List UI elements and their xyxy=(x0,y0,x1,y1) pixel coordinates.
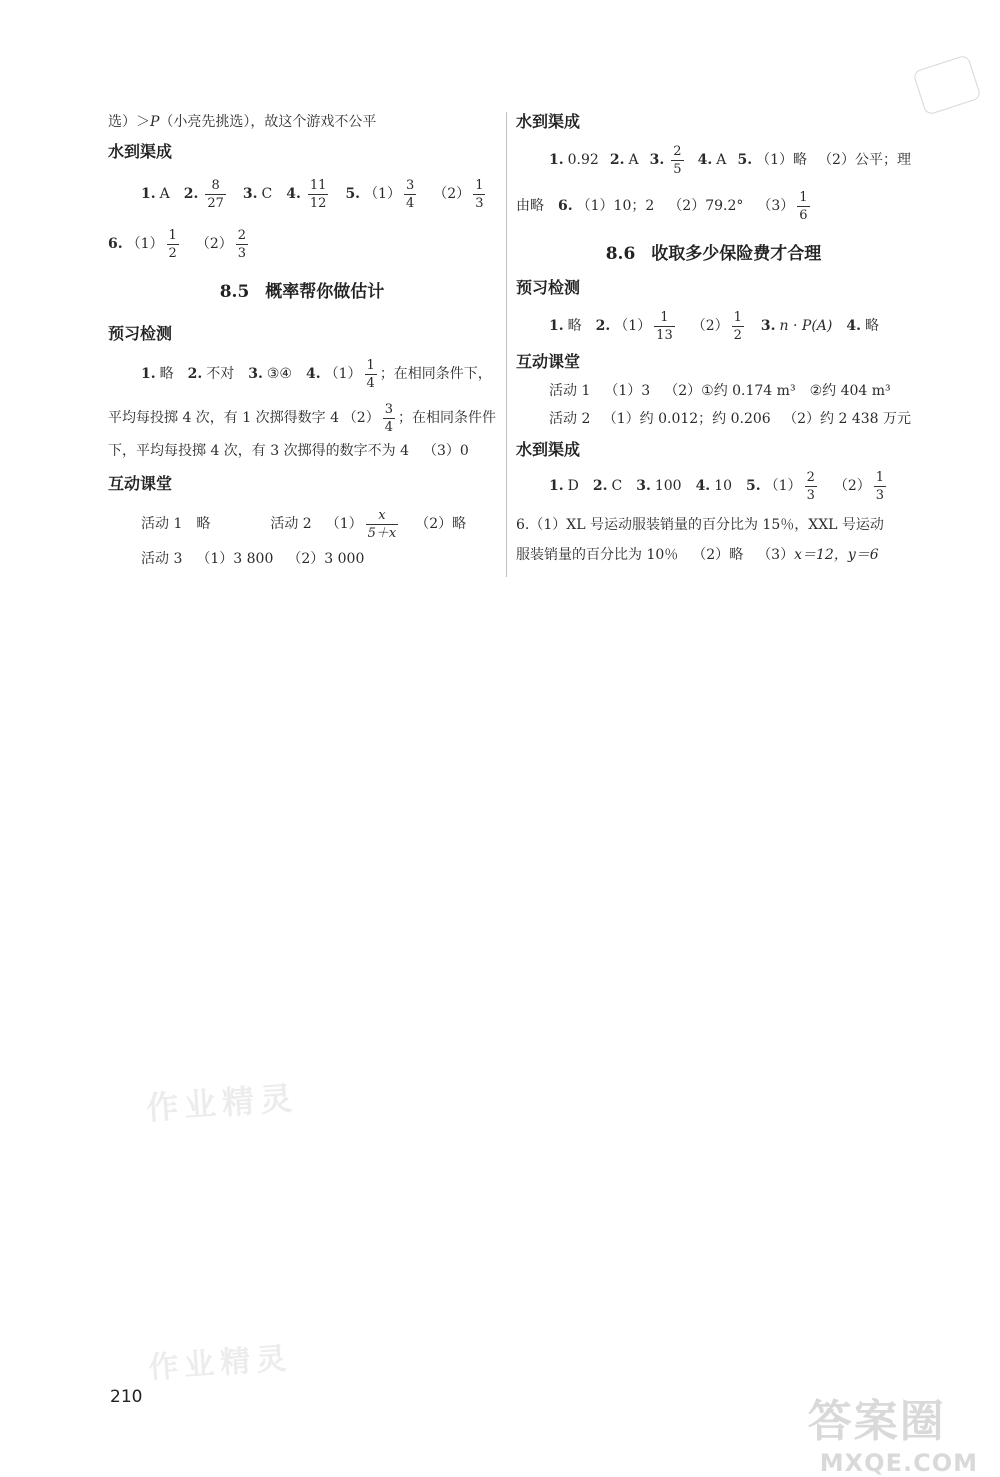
fraction-denominator: 12 xyxy=(309,195,327,211)
fraction-numerator: 1 xyxy=(799,189,808,205)
answer-text: ；在相同条件下， xyxy=(379,366,492,382)
part-label: （1） xyxy=(764,478,802,494)
answer-row xyxy=(108,548,496,570)
watermark-logo-url: MXQE.COM xyxy=(819,1449,978,1477)
fraction-numerator: 11 xyxy=(309,177,327,193)
answer-row xyxy=(516,378,911,404)
fraction-denominator: 6 xyxy=(799,207,808,223)
question-number: 2. xyxy=(609,152,625,168)
fraction-denominator: 5 xyxy=(673,161,682,177)
answer-value: 略 xyxy=(865,318,879,334)
section-heading-hudongketang: 互动课堂 xyxy=(108,474,173,493)
answer-row xyxy=(516,140,911,180)
fraction xyxy=(167,228,179,261)
fraction-denominator: 3 xyxy=(237,245,247,261)
activity-label: 活动 3 xyxy=(141,551,183,567)
answer-value: C xyxy=(261,186,273,202)
answer-value: 略 xyxy=(567,318,582,334)
question-number: 6. xyxy=(558,198,573,214)
activity-label: 活动 1 xyxy=(141,516,183,532)
answer-value: 约 0.012；约 0.206 xyxy=(639,411,771,427)
question-number: 5. xyxy=(345,186,361,202)
answer-value: 略 xyxy=(196,516,211,532)
fraction-denominator: 4 xyxy=(384,419,393,435)
fraction xyxy=(205,178,226,211)
part-label: （1） xyxy=(324,366,362,382)
part-label: （2） xyxy=(833,478,871,494)
watermark-stamp: 作业精灵 xyxy=(147,1341,294,1386)
answer-value: 约 0.174 m³ xyxy=(713,383,796,399)
answer-value: 略 xyxy=(729,547,744,563)
fraction-denominator: 2 xyxy=(733,327,742,343)
fraction-denominator: 2 xyxy=(168,245,177,261)
answer-value: 10；2 xyxy=(613,198,655,214)
fraction-numerator: x xyxy=(378,507,386,523)
question-number: 4. xyxy=(286,186,301,202)
fraction xyxy=(308,178,329,211)
watermark-logo xyxy=(808,1385,978,1477)
question-number: 1. xyxy=(141,186,156,202)
fraction-denominator: 3 xyxy=(806,487,815,503)
answer-value: 公平；理 xyxy=(854,152,911,168)
part-label: （2） xyxy=(692,547,730,563)
carry-text-rest: （小亮先挑选），故这个游戏不公平 xyxy=(159,114,377,130)
fraction xyxy=(874,470,886,503)
carry-over-line xyxy=(108,112,496,132)
question-number: 4. xyxy=(305,366,321,382)
watermark-logo-title: 答案圈 xyxy=(807,1396,946,1447)
part-label: （2） xyxy=(342,410,380,426)
answer-text: 服装销量的百分比为 10％ xyxy=(516,547,679,563)
part-label: （3） xyxy=(757,547,795,563)
answer-value: 约 404 m³ xyxy=(822,383,891,399)
section-title-text: 概率帮你做估计 xyxy=(265,282,385,302)
answer-value: 略 xyxy=(159,366,174,382)
question-number: 1. xyxy=(549,152,564,168)
section-heading-yuxijiance: 预习检测 xyxy=(108,324,173,343)
answer-text: 下，平均每投掷 4 次，有 3 次掷得的数字不为 4 xyxy=(108,443,409,459)
fraction-numerator: 1 xyxy=(875,469,885,485)
answer-text: ；在相同条件件 xyxy=(398,410,496,426)
fraction-numerator: 1 xyxy=(660,309,669,325)
column-divider xyxy=(506,112,507,577)
fraction xyxy=(797,190,809,223)
answer-value: 100 xyxy=(654,478,682,494)
fraction-denominator: 5＋x xyxy=(367,525,397,541)
question-number: 1. xyxy=(549,478,564,494)
right-column xyxy=(516,112,911,568)
question-number: 3. xyxy=(649,152,665,168)
carry-text-p: P xyxy=(150,114,160,130)
fraction-numerator: 3 xyxy=(384,401,393,417)
page-number: 210 xyxy=(110,1387,143,1407)
answer-value: 略 xyxy=(452,516,467,532)
fraction xyxy=(732,310,744,343)
answer-text: 平均每投掷 4 次，有 1 次掷得数字 4 xyxy=(108,410,339,426)
question-number: 6. xyxy=(108,236,123,252)
section-heading-hudongketang: 互动课堂 xyxy=(516,352,581,371)
fraction xyxy=(404,178,416,211)
question-number: 2. xyxy=(183,186,199,202)
answer-row xyxy=(516,542,911,568)
question-number: 5. xyxy=(746,478,761,494)
part-label: （2） xyxy=(664,383,702,399)
question-number: 2. xyxy=(595,318,611,334)
answer-row xyxy=(108,504,496,544)
section-title-8-5 xyxy=(108,282,496,302)
part-label: （1） xyxy=(126,236,164,252)
fraction xyxy=(365,358,377,391)
answer-row xyxy=(108,440,496,462)
part-label: （1） xyxy=(364,186,401,202)
fraction-numerator: 2 xyxy=(673,143,682,159)
question-number: 4. xyxy=(846,318,861,334)
answer-row xyxy=(516,406,911,432)
fraction xyxy=(473,178,485,211)
answer-value: 约 2 438 万元 xyxy=(820,411,911,427)
answer-value: 0 xyxy=(459,443,469,459)
answer-value: D xyxy=(567,478,579,494)
answer-value: 10 xyxy=(714,478,733,494)
fraction-denominator: 3 xyxy=(475,195,484,211)
circled-number: ① xyxy=(701,383,714,399)
section-heading-yuxijiance: 预习检测 xyxy=(516,278,581,297)
answer-value: 略 xyxy=(793,152,807,168)
answer-text: 6.（1）XL 号运动服装销量的百分比为 15％，XXL 号运动 xyxy=(516,517,884,533)
part-label: （2） xyxy=(691,318,729,334)
fraction-numerator: 1 xyxy=(475,177,484,193)
section-number: 8.5 xyxy=(219,282,250,302)
part-label: （2） xyxy=(287,551,325,567)
left-column xyxy=(108,112,496,570)
part-label: （3） xyxy=(422,443,460,459)
answer-row xyxy=(516,306,911,346)
part-label: （2） xyxy=(415,516,453,532)
carry-text-pre: 选）＞ xyxy=(108,114,150,130)
fraction xyxy=(805,470,817,503)
part-label: （2） xyxy=(818,152,855,168)
section-heading-shuidaoqucheng: 水到渠成 xyxy=(108,142,173,161)
circled-number: ② xyxy=(809,383,823,399)
question-number: 3. xyxy=(636,478,651,494)
fraction xyxy=(236,228,248,261)
answer-row xyxy=(108,398,496,438)
fraction-numerator: 2 xyxy=(237,227,247,243)
answer-row xyxy=(108,354,496,394)
activity-label: 活动 1 xyxy=(549,383,591,399)
corner-stamp-graphic xyxy=(912,54,981,116)
part-label: （1） xyxy=(325,516,363,532)
answer-value: 3 000 xyxy=(324,551,365,567)
answer-text: 由略 xyxy=(516,198,544,214)
section-heading-shuidaoqucheng: 水到渠成 xyxy=(516,440,581,459)
answer-value: 3 800 xyxy=(233,551,274,567)
activity-label: 活动 2 xyxy=(270,516,312,532)
answer-value: 不对 xyxy=(206,366,235,382)
question-number: 5. xyxy=(737,152,753,168)
fraction xyxy=(366,508,399,541)
fraction-numerator: 1 xyxy=(168,227,177,243)
fraction-numerator: 1 xyxy=(733,309,742,325)
part-label: （2） xyxy=(668,198,706,214)
watermark-stamp: 作业精灵 xyxy=(144,1078,300,1128)
answer-value: C xyxy=(611,478,623,494)
part-label: （2） xyxy=(195,236,233,252)
answer-row xyxy=(516,466,911,506)
answer-value: 79.2° xyxy=(705,198,744,214)
answer-value: n · P(A) xyxy=(779,318,833,334)
section-heading-shuidaoqucheng: 水到渠成 xyxy=(516,112,581,131)
question-number: 2. xyxy=(592,478,608,494)
answer-row xyxy=(516,186,911,226)
part-label: （1） xyxy=(604,383,642,399)
activity-label: 活动 2 xyxy=(549,411,591,427)
fraction-denominator: 13 xyxy=(656,327,673,343)
question-number: 1. xyxy=(141,366,156,382)
part-label: （2） xyxy=(433,186,471,202)
question-number: 4. xyxy=(695,478,711,494)
fraction-numerator: 3 xyxy=(405,177,415,193)
question-number: 1. xyxy=(549,318,564,334)
section-title-8-6 xyxy=(516,244,911,264)
fraction-denominator: 4 xyxy=(405,195,415,211)
fraction-denominator: 27 xyxy=(207,195,224,211)
part-label: （1） xyxy=(614,318,652,334)
question-number: 3. xyxy=(242,186,258,202)
answer-row xyxy=(108,174,496,214)
fraction-numerator: 1 xyxy=(366,357,375,373)
fraction xyxy=(671,144,683,177)
answer-value: A xyxy=(159,186,170,202)
answer-value: 3 xyxy=(641,383,651,399)
part-label: （1） xyxy=(196,551,234,567)
section-number: 8.6 xyxy=(605,244,636,264)
fraction-denominator: 3 xyxy=(875,487,885,503)
part-label: （1） xyxy=(576,198,614,214)
fraction xyxy=(383,402,395,435)
fraction-denominator: 4 xyxy=(366,375,375,391)
question-number: 3. xyxy=(760,318,776,334)
answer-value: A xyxy=(628,152,639,168)
fraction xyxy=(654,310,675,343)
part-label: （1） xyxy=(602,411,640,427)
section-title-text: 收取多少保险费才合理 xyxy=(651,244,822,264)
question-number: 3. xyxy=(248,366,263,382)
fraction-numerator: 8 xyxy=(211,177,220,193)
question-number: 2. xyxy=(187,366,203,382)
answer-value: x＝12，y＝6 xyxy=(794,547,879,563)
answer-row xyxy=(516,512,911,538)
question-number: 4. xyxy=(697,152,713,168)
part-label: （1） xyxy=(756,152,793,168)
fraction-numerator: 2 xyxy=(806,469,815,485)
answer-value: 0.92 xyxy=(567,152,599,168)
answer-value: A xyxy=(716,152,727,168)
part-label: （2） xyxy=(783,411,821,427)
part-label: （3） xyxy=(757,198,795,214)
answer-row xyxy=(108,224,496,264)
answer-value: ③④ xyxy=(266,366,292,382)
